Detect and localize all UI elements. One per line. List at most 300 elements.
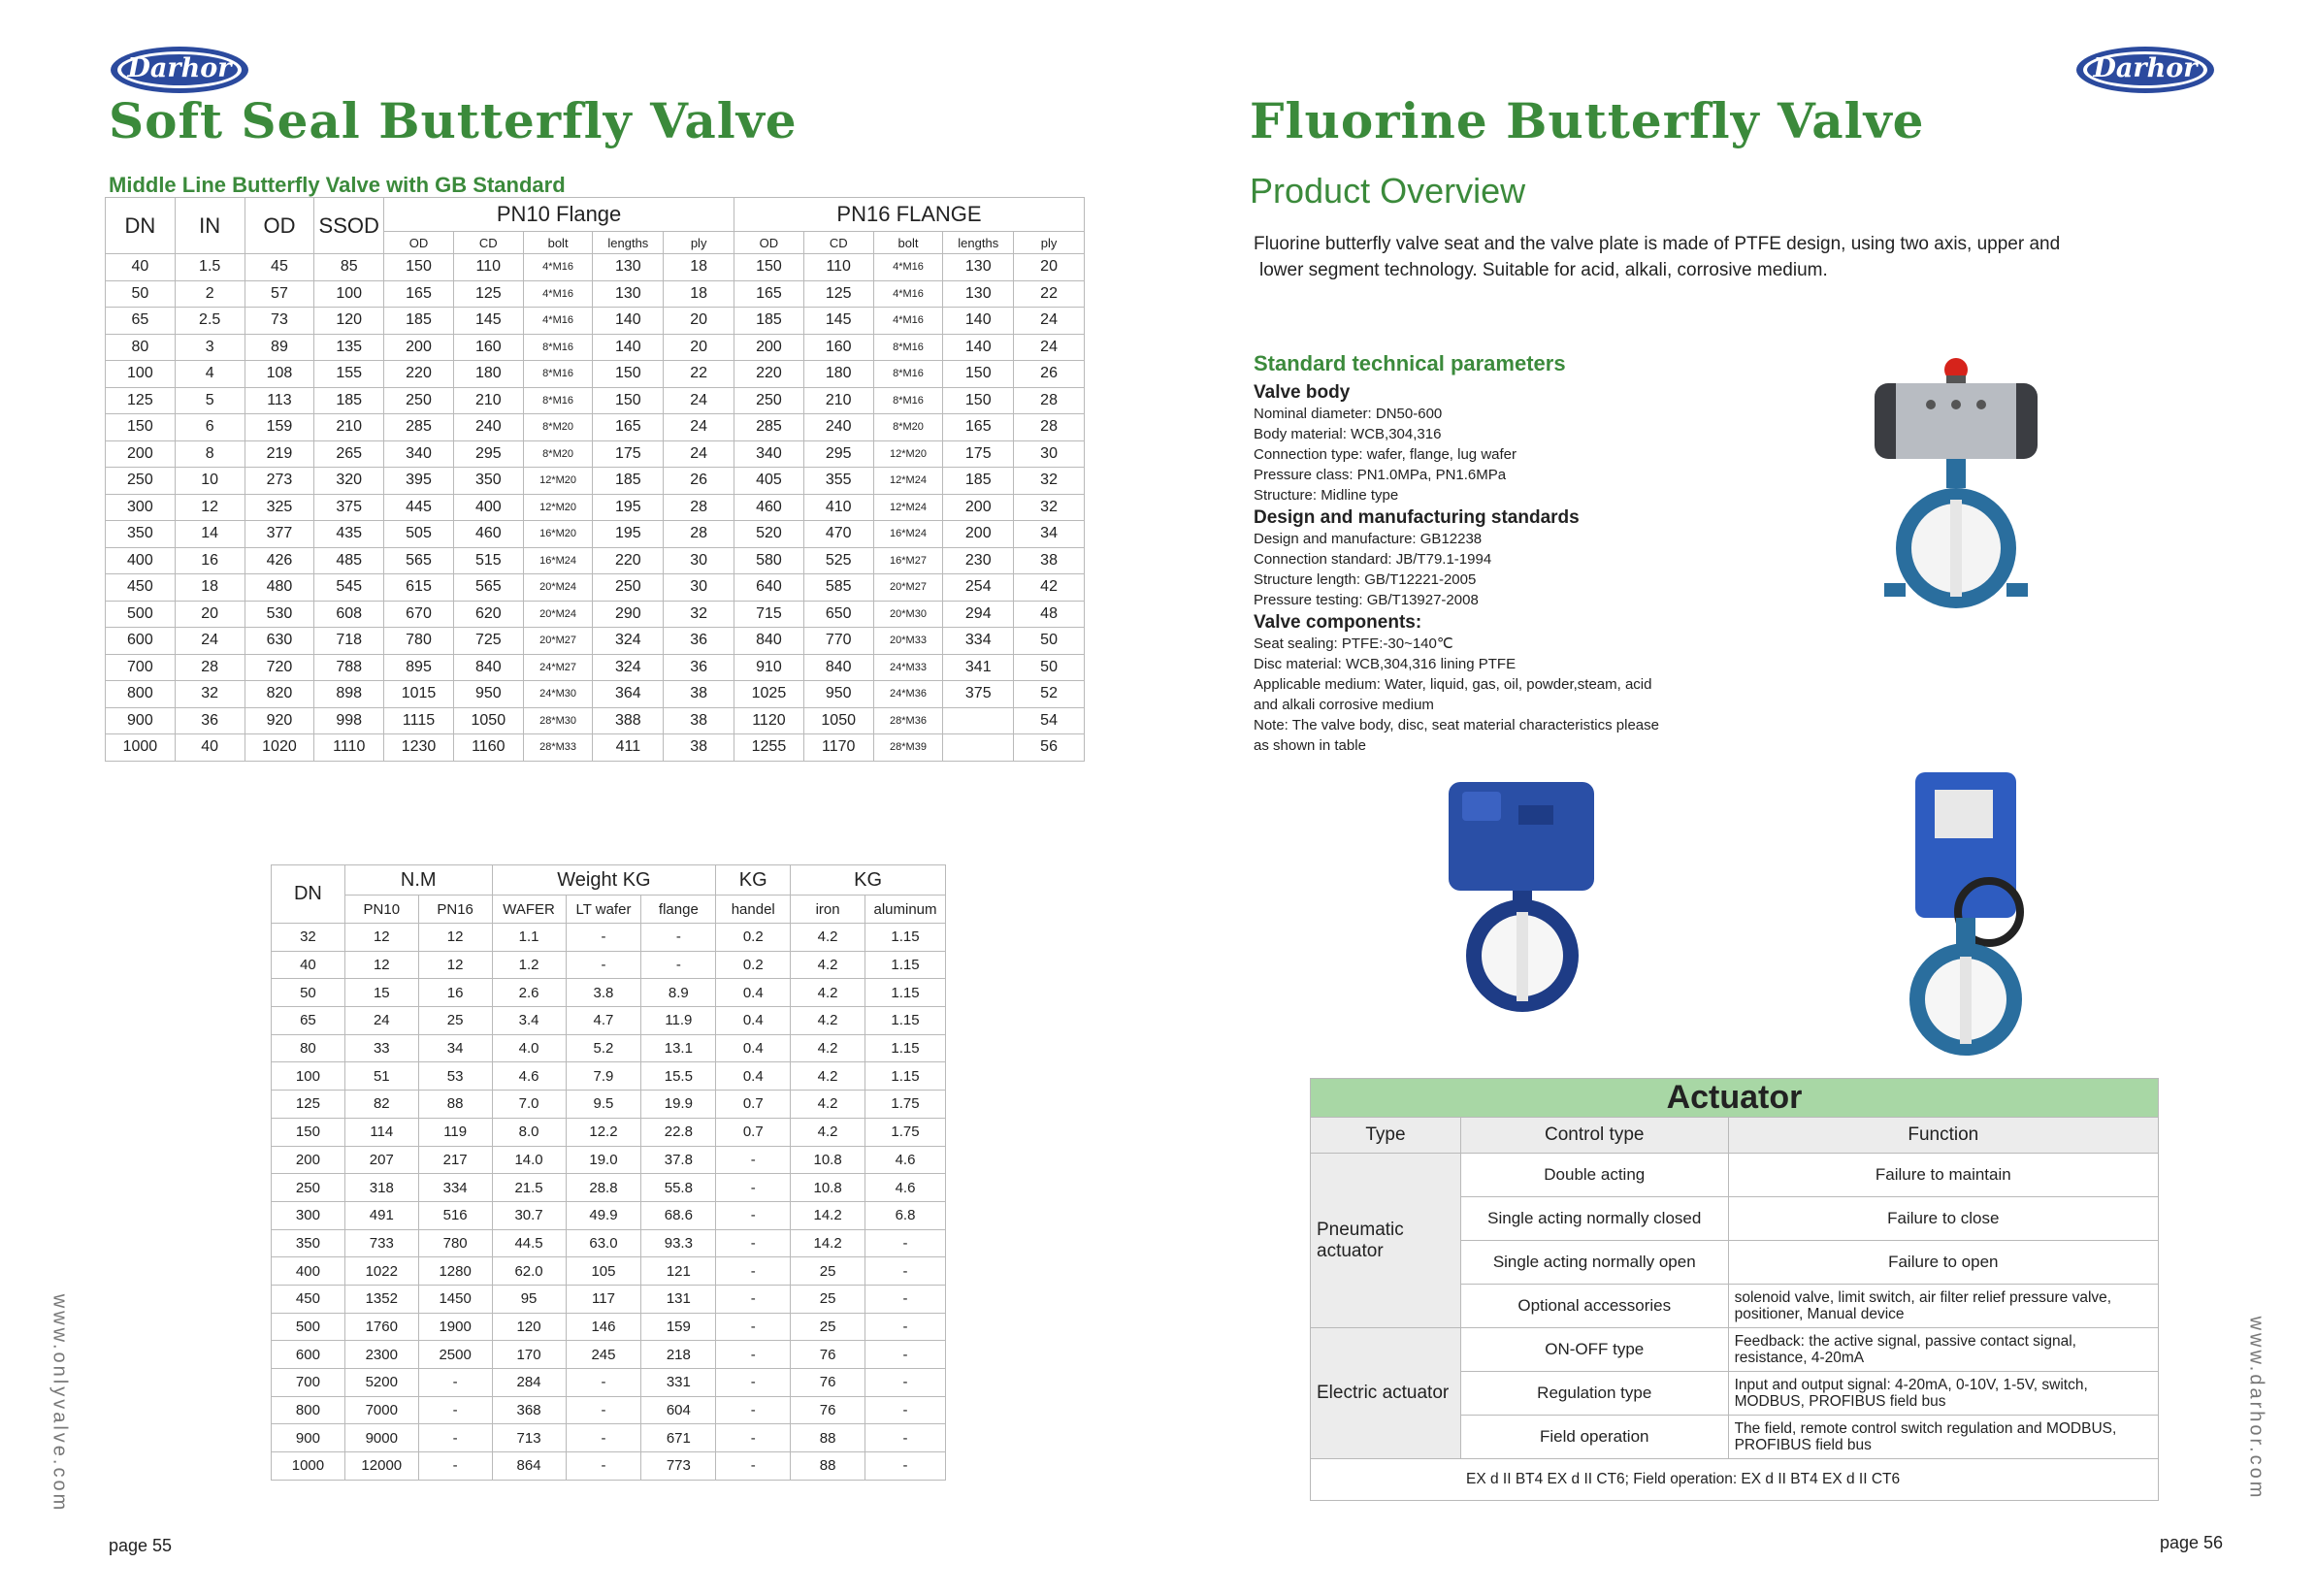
table-cell: 24: [1014, 334, 1085, 361]
table-cell: 52: [1014, 681, 1085, 708]
table-cell: 405: [734, 468, 804, 495]
table-cell: 4.6: [865, 1146, 946, 1174]
table-cell: 640: [734, 574, 804, 602]
table-cell: 125: [453, 280, 523, 308]
table-cell: 18: [664, 254, 734, 281]
table-cell: 24: [664, 387, 734, 414]
table-cell: 54: [1014, 707, 1085, 734]
table-cell: 68.6: [641, 1201, 716, 1229]
table-cell: 294: [943, 601, 1014, 628]
table-cell: 1160: [453, 734, 523, 762]
table-cell: 273: [245, 468, 314, 495]
table-cell: 1115: [384, 707, 454, 734]
table-cell: 22: [664, 361, 734, 388]
table-cell: 1.75: [865, 1118, 946, 1146]
col-od: OD: [245, 198, 314, 254]
sub-od: OD: [384, 232, 454, 254]
table-cell: 5200: [344, 1369, 418, 1397]
param-line: Seat sealing: PTFE:-30~140℃: [1254, 635, 1453, 652]
table-cell: 24: [344, 1007, 418, 1035]
table-cell: 788: [314, 654, 384, 681]
table-row: [106, 681, 1085, 708]
table-cell: 150: [943, 387, 1014, 414]
table-row: [272, 1091, 946, 1119]
table-cell: 76: [791, 1396, 865, 1424]
table-cell: 1000: [272, 1452, 345, 1481]
sub-lengths: lengths: [943, 232, 1014, 254]
table-cell: 37.8: [641, 1146, 716, 1174]
table-row: [106, 628, 1085, 655]
table-cell: 320: [314, 468, 384, 495]
table-cell: 195: [593, 521, 664, 548]
table-cell: 770: [803, 628, 873, 655]
table-row: [272, 1174, 946, 1202]
table-cell: 715: [734, 601, 804, 628]
table-cell: 20: [1014, 254, 1085, 281]
table-cell: 450: [106, 574, 176, 602]
table-cell: 20*M30: [873, 601, 943, 628]
table-cell: 12.2: [566, 1118, 641, 1146]
table-cell: 210: [453, 387, 523, 414]
table-cell: 20*M27: [523, 628, 593, 655]
sub-pn10: PN10: [344, 896, 418, 924]
group-nm: N.M: [344, 865, 492, 896]
col-function: Function: [1728, 1118, 2158, 1154]
table-cell: 185: [384, 308, 454, 335]
table-cell: 28.8: [566, 1174, 641, 1202]
table-cell: [943, 707, 1014, 734]
table-cell: 12*M20: [523, 494, 593, 521]
table-cell: 185: [314, 387, 384, 414]
table-cell: 65: [272, 1007, 345, 1035]
control-cell: ON-OFF type: [1460, 1328, 1728, 1372]
table-row: [106, 574, 1085, 602]
components-heading: Valve components:: [1254, 612, 1422, 633]
sub-wafer: WAFER: [492, 896, 566, 924]
table-cell: 4.0: [492, 1034, 566, 1062]
sub-bolt: bolt: [873, 232, 943, 254]
table-cell: 16: [175, 547, 245, 574]
table-cell: 12000: [344, 1452, 418, 1481]
table-cell: 62.0: [492, 1257, 566, 1286]
table-cell: 165: [384, 280, 454, 308]
table-cell: 175: [593, 440, 664, 468]
table-cell: 50: [1014, 654, 1085, 681]
table-cell: 1.5: [175, 254, 245, 281]
table-cell: 34: [418, 1034, 492, 1062]
table-cell: 11.9: [641, 1007, 716, 1035]
table-cell: 73: [245, 308, 314, 335]
table-cell: 85: [314, 254, 384, 281]
table-cell: 580: [734, 547, 804, 574]
table-cell: 1230: [384, 734, 454, 762]
table-cell: 1.15: [865, 951, 946, 979]
table-cell: 119: [418, 1118, 492, 1146]
table-cell: -: [716, 1396, 791, 1424]
table-cell: 24: [664, 440, 734, 468]
table-cell: 400: [106, 547, 176, 574]
table-cell: 25: [791, 1285, 865, 1313]
table-cell: 117: [566, 1285, 641, 1313]
table-row: [272, 951, 946, 979]
table-cell: 88: [791, 1452, 865, 1481]
table-cell: 36: [175, 707, 245, 734]
table-cell: 57: [245, 280, 314, 308]
sub-cd: CD: [803, 232, 873, 254]
table-cell: 155: [314, 361, 384, 388]
table-cell: 25: [418, 1007, 492, 1035]
table-cell: 16*M24: [523, 547, 593, 574]
table-cell: 8*M16: [873, 361, 943, 388]
table-cell: 36: [664, 628, 734, 655]
table-cell: -: [865, 1257, 946, 1286]
table-cell: 254: [943, 574, 1014, 602]
table-row: [106, 468, 1085, 495]
table-cell: 80: [106, 334, 176, 361]
table-row: [272, 1118, 946, 1146]
table-cell: 65: [106, 308, 176, 335]
group-weight: Weight KG: [492, 865, 716, 896]
table-cell: 6: [175, 414, 245, 441]
table-cell: 375: [943, 681, 1014, 708]
group-pn10: PN10 Flange: [384, 198, 734, 232]
table-cell: 15: [344, 979, 418, 1007]
table-cell: [943, 734, 1014, 762]
table-cell: 341: [943, 654, 1014, 681]
valve-body-lines: [1254, 404, 1758, 505]
table-cell: 210: [803, 387, 873, 414]
table-cell: 63.0: [566, 1229, 641, 1257]
table-cell: 160: [453, 334, 523, 361]
dimension-table: [105, 197, 1085, 762]
technical-parameters: [1254, 351, 1758, 756]
table-cell: 217: [418, 1146, 492, 1174]
table-cell: 1.15: [865, 979, 946, 1007]
table-cell: 8*M20: [873, 414, 943, 441]
table-cell: 130: [593, 280, 664, 308]
table-cell: 28: [1014, 414, 1085, 441]
table-row: [272, 1424, 946, 1452]
table-cell: -: [865, 1396, 946, 1424]
table-cell: 718: [314, 628, 384, 655]
table-cell: 16*M24: [873, 521, 943, 548]
table-cell: -: [716, 1424, 791, 1452]
table-cell: 4.6: [865, 1174, 946, 1202]
table-row: [272, 979, 946, 1007]
table-cell: 100: [314, 280, 384, 308]
table-cell: 1015: [384, 681, 454, 708]
table-cell: -: [865, 1313, 946, 1341]
table-cell: 200: [384, 334, 454, 361]
table-row: [106, 601, 1085, 628]
table-cell: 840: [734, 628, 804, 655]
table-cell: 160: [803, 334, 873, 361]
table-cell: 165: [593, 414, 664, 441]
table-cell: -: [566, 1396, 641, 1424]
table-cell: 820: [245, 681, 314, 708]
table-cell: 4.2: [791, 979, 865, 1007]
table-cell: 40: [106, 254, 176, 281]
param-line: Body material: WCB,304,316: [1254, 426, 1442, 442]
table-cell: 670: [384, 601, 454, 628]
table-cell: 368: [492, 1396, 566, 1424]
table-cell: 32: [1014, 494, 1085, 521]
intro-line: lower segment technology. Suitable for acid, alkali, corrosive medium.: [1259, 260, 1828, 280]
table-cell: -: [865, 1452, 946, 1481]
table-cell: 4: [175, 361, 245, 388]
table-cell: 88: [418, 1091, 492, 1119]
param-line: as shown in table: [1254, 737, 1366, 754]
table-cell: -: [566, 924, 641, 952]
table-cell: 36: [664, 654, 734, 681]
table-cell: 150: [384, 254, 454, 281]
table-cell: 1170: [803, 734, 873, 762]
table-cell: 1120: [734, 707, 804, 734]
table-row: [106, 308, 1085, 335]
table-cell: -: [566, 1452, 641, 1481]
table-cell: 4*M16: [873, 308, 943, 335]
col-in: IN: [175, 198, 245, 254]
table-cell: 25: [791, 1257, 865, 1286]
table-cell: 180: [803, 361, 873, 388]
param-line: Connection type: wafer, flange, lug wafer: [1254, 446, 1517, 463]
table-cell: 713: [492, 1424, 566, 1452]
table-cell: -: [418, 1396, 492, 1424]
sub-pn16: PN16: [418, 896, 492, 924]
table-cell: 700: [272, 1369, 345, 1397]
table-cell: 140: [943, 334, 1014, 361]
table-row: [272, 1452, 946, 1481]
table-cell: 525: [803, 547, 873, 574]
table-cell: 0.7: [716, 1091, 791, 1119]
table-cell: 1.15: [865, 1062, 946, 1091]
table-cell: 516: [418, 1201, 492, 1229]
table-row: [106, 334, 1085, 361]
table-cell: 24: [664, 414, 734, 441]
table-cell: 7000: [344, 1396, 418, 1424]
table-cell: 1050: [803, 707, 873, 734]
table-row: [106, 521, 1085, 548]
table-cell: 8*M16: [523, 387, 593, 414]
table-cell: 24*M27: [523, 654, 593, 681]
table-cell: 4.2: [791, 1007, 865, 1035]
table-cell: 30.7: [492, 1201, 566, 1229]
table-cell: 1025: [734, 681, 804, 708]
table-cell: 130: [593, 254, 664, 281]
table-cell: 1000: [106, 734, 176, 762]
page-number-right: page 56: [2160, 1533, 2224, 1552]
table-cell: 135: [314, 334, 384, 361]
table-cell: 165: [734, 280, 804, 308]
table-cell: 725: [453, 628, 523, 655]
group-pn16: PN16 FLANGE: [734, 198, 1085, 232]
table-cell: 19.9: [641, 1091, 716, 1119]
table-cell: -: [716, 1229, 791, 1257]
table-cell: 24: [1014, 308, 1085, 335]
table-cell: 28*M30: [523, 707, 593, 734]
table-cell: 150: [943, 361, 1014, 388]
table-cell: 32: [664, 601, 734, 628]
table-cell: 28: [664, 521, 734, 548]
table-cell: 165: [943, 414, 1014, 441]
table-cell: 410: [803, 494, 873, 521]
table-cell: 0.4: [716, 1007, 791, 1035]
table-cell: 1450: [418, 1285, 492, 1313]
table-cell: 515: [453, 547, 523, 574]
table-cell: 435: [314, 521, 384, 548]
sub-cd: CD: [453, 232, 523, 254]
table-cell: 12*M20: [873, 440, 943, 468]
table-cell: 140: [593, 334, 664, 361]
table-cell: 395: [384, 468, 454, 495]
table-cell: 30: [1014, 440, 1085, 468]
table-cell: 40: [175, 734, 245, 762]
col-ssod: SSOD: [314, 198, 384, 254]
table-cell: 150: [593, 387, 664, 414]
table-cell: -: [716, 1285, 791, 1313]
table-cell: 375: [314, 494, 384, 521]
col-dn: DN: [106, 198, 176, 254]
table-cell: 8*M20: [523, 440, 593, 468]
table-cell: 700: [106, 654, 176, 681]
table-cell: 24*M36: [873, 681, 943, 708]
table-row: [272, 1146, 946, 1174]
table-cell: 585: [803, 574, 873, 602]
table-cell: 145: [453, 308, 523, 335]
table-cell: -: [865, 1285, 946, 1313]
table-cell: 388: [593, 707, 664, 734]
table-cell: 671: [641, 1424, 716, 1452]
table-cell: 4.2: [791, 1091, 865, 1119]
table-cell: 604: [641, 1396, 716, 1424]
param-line: Pressure testing: GB/T13927-2008: [1254, 592, 1479, 608]
param-line: Connection standard: JB/T79.1-1994: [1254, 551, 1492, 568]
table-cell: -: [716, 1313, 791, 1341]
table-cell: 1.15: [865, 1007, 946, 1035]
table-cell: 14: [175, 521, 245, 548]
table-cell: 159: [245, 414, 314, 441]
table-cell: 10: [175, 468, 245, 495]
table-cell: 42: [1014, 574, 1085, 602]
table-row: [272, 1257, 946, 1286]
table-cell: 350: [106, 521, 176, 548]
table-cell: 28*M36: [873, 707, 943, 734]
table-cell: 334: [943, 628, 1014, 655]
table-cell: 44.5: [492, 1229, 566, 1257]
table-cell: 15.5: [641, 1062, 716, 1091]
table-cell: 4*M16: [523, 308, 593, 335]
table-cell: 19.0: [566, 1146, 641, 1174]
table-cell: 5: [175, 387, 245, 414]
table-cell: 38: [664, 734, 734, 762]
table-row: [272, 1341, 946, 1369]
table-row: [106, 414, 1085, 441]
sub-aluminum: aluminum: [865, 896, 946, 924]
table-cell: 340: [384, 440, 454, 468]
table-cell: 4.2: [791, 1062, 865, 1091]
control-cell: Field operation: [1460, 1416, 1728, 1459]
table-cell: 200: [943, 521, 1014, 548]
table-cell: 20*M27: [873, 574, 943, 602]
table-cell: 20: [175, 601, 245, 628]
table-cell: 210: [314, 414, 384, 441]
table-cell: 4.2: [791, 924, 865, 952]
table-cell: 426: [245, 547, 314, 574]
overview-heading: Product Overview: [1250, 171, 1526, 211]
table-cell: 4.6: [492, 1062, 566, 1091]
table-cell: 485: [314, 547, 384, 574]
table-cell: 20*M24: [523, 601, 593, 628]
table-cell: -: [566, 1369, 641, 1397]
table-cell: 733: [344, 1229, 418, 1257]
table-cell: 200: [272, 1146, 345, 1174]
type-electric: Electric actuator: [1311, 1328, 1461, 1459]
table-cell: 920: [245, 707, 314, 734]
table-cell: 7.0: [492, 1091, 566, 1119]
table-cell: 14.2: [791, 1229, 865, 1257]
explosion-rating: EX d II BT4 EX d II CT6; Field operation: EX d II BT4 EX d II CT6: [1311, 1459, 2159, 1501]
table-cell: 780: [384, 628, 454, 655]
table-cell: 24*M33: [873, 654, 943, 681]
table-row: [106, 734, 1085, 762]
table-cell: 565: [384, 547, 454, 574]
table-cell: 28: [1014, 387, 1085, 414]
table-cell: 38: [664, 707, 734, 734]
table-cell: 998: [314, 707, 384, 734]
table-row: [272, 924, 946, 952]
table-cell: 5.2: [566, 1034, 641, 1062]
table-cell: 12: [175, 494, 245, 521]
table-cell: 50: [272, 979, 345, 1007]
table-cell: 13.1: [641, 1034, 716, 1062]
table-cell: 20*M33: [873, 628, 943, 655]
table-cell: 4*M16: [873, 254, 943, 281]
table-cell: 8.9: [641, 979, 716, 1007]
table-cell: -: [641, 924, 716, 952]
table-cell: 295: [803, 440, 873, 468]
table-cell: 620: [453, 601, 523, 628]
table-cell: 10.8: [791, 1174, 865, 1202]
table-cell: 16: [418, 979, 492, 1007]
table-cell: 864: [492, 1452, 566, 1481]
table-cell: 1760: [344, 1313, 418, 1341]
param-line: Design and manufacture: GB12238: [1254, 531, 1483, 547]
section-subtitle: Middle Line Butterfly Valve with GB Standard: [109, 173, 566, 197]
table-cell: 18: [175, 574, 245, 602]
table-cell: 400: [453, 494, 523, 521]
table-cell: 140: [593, 308, 664, 335]
table-cell: 200: [106, 440, 176, 468]
table-cell: 21.5: [492, 1174, 566, 1202]
table-cell: 88: [791, 1424, 865, 1452]
table-cell: 108: [245, 361, 314, 388]
function-cell: solenoid valve, limit switch, air filter relief pressure valve, positioner, Manual device: [1728, 1285, 2158, 1328]
table-cell: 26: [1014, 361, 1085, 388]
control-cell: Double acting: [1460, 1154, 1728, 1197]
sub-od: OD: [734, 232, 804, 254]
table-cell: 250: [734, 387, 804, 414]
table-cell: -: [716, 1369, 791, 1397]
table-cell: 2500: [418, 1341, 492, 1369]
table-row: [272, 1229, 946, 1257]
page-title-right: Fluorine Butterfly Valve: [1250, 92, 1925, 149]
table-cell: 445: [384, 494, 454, 521]
table-cell: 185: [593, 468, 664, 495]
table-cell: 131: [641, 1285, 716, 1313]
table-cell: 340: [734, 440, 804, 468]
table-cell: 195: [593, 494, 664, 521]
control-cell: Single acting normally open: [1460, 1241, 1728, 1285]
